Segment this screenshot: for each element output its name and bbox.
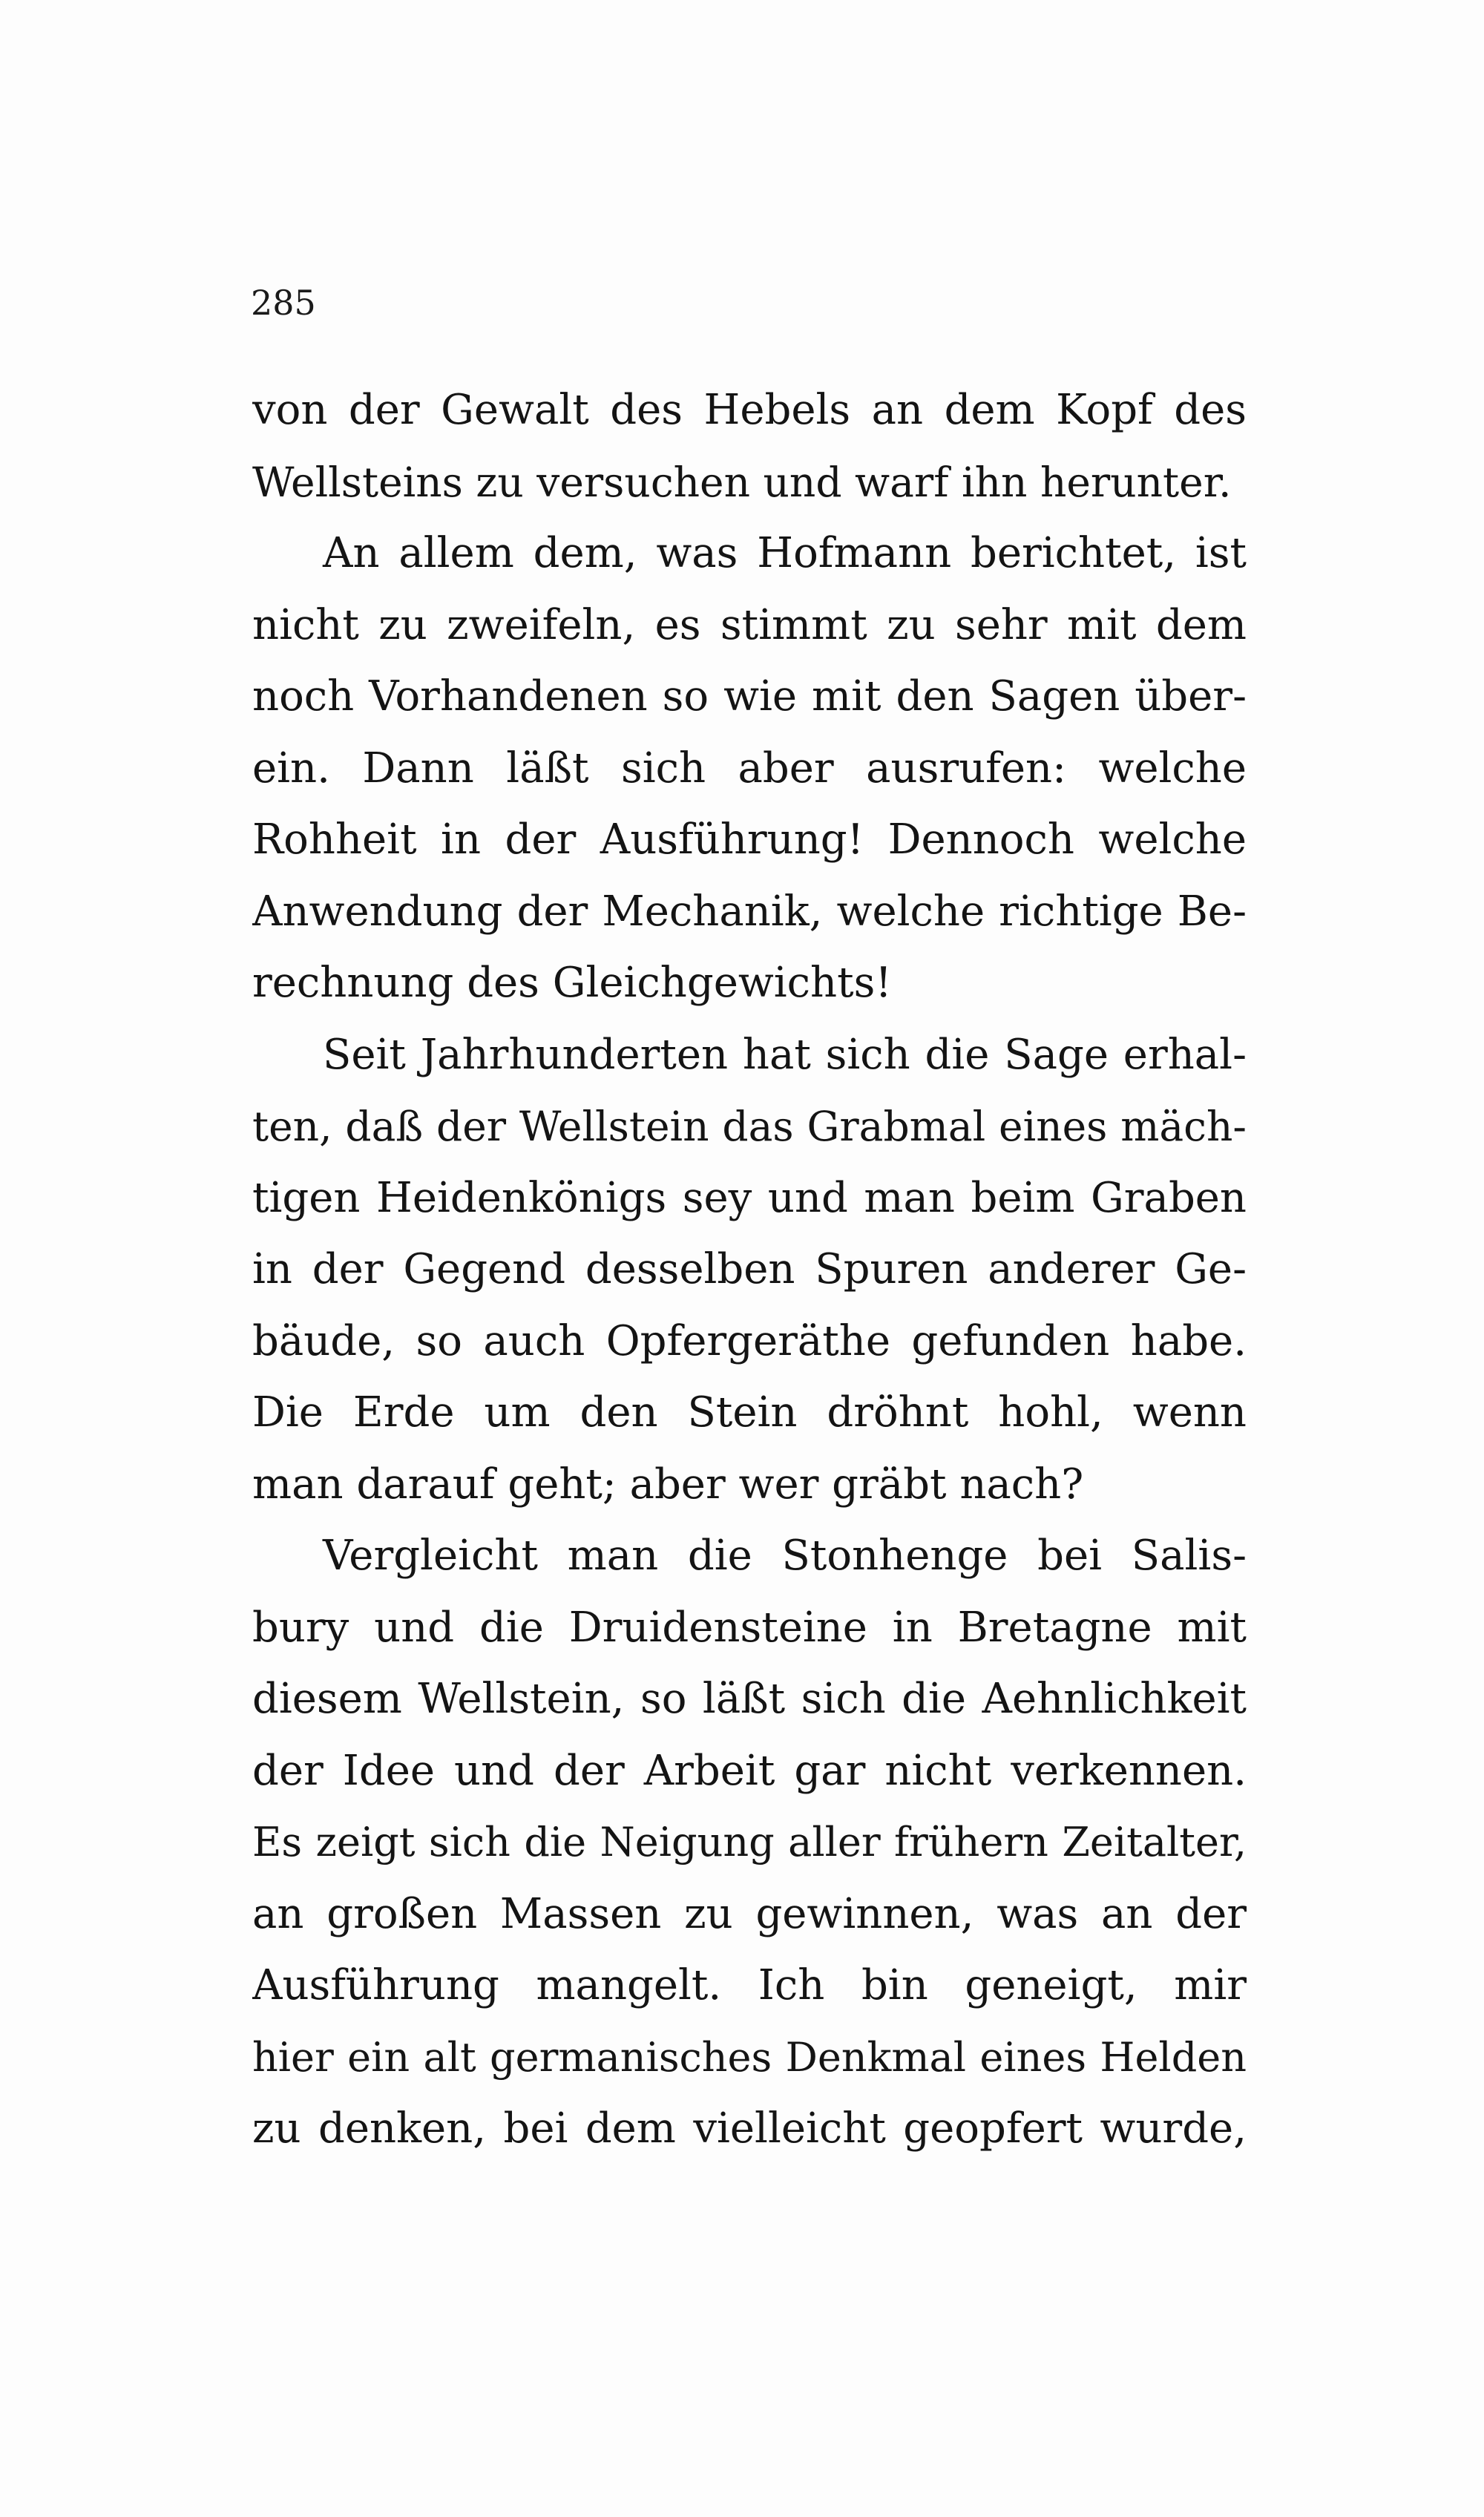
text-line: An allem dem, was Hofmann berichtet, ist: [323, 529, 1247, 577]
text-line: in der Gegend desselben Spuren anderer Ge-: [252, 1245, 1247, 1293]
text-line: man darauf geht; aber wer gräbt nach?: [252, 1460, 1084, 1509]
text-line: ten, daß der Wellstein das Grabmal eines mäch-: [252, 1103, 1247, 1150]
text-line: bäude, so auch Opfergeräthe gefunden habe.: [252, 1316, 1247, 1365]
page-number: 285: [251, 283, 316, 323]
text-line: Anwendung der Mechanik, welche richtige Be-: [252, 887, 1247, 936]
text-line: diesem Wellstein, so läßt sich die Aehnlichkeit: [252, 1675, 1247, 1723]
text-line: hier ein alt germanisches Denkmal eines Helden: [252, 2033, 1247, 2081]
text-line: Es zeigt sich die Neigung aller frühern Zeitalter,: [252, 1819, 1247, 1865]
text-line: von der Gewalt des Hebels an dem Kopf des: [252, 386, 1247, 434]
text-line: tigen Heidenkönigs sey und man beim Graben: [252, 1173, 1247, 1222]
text-line: rechnung des Gleichgewichts!: [252, 959, 892, 1007]
text-line: Seit Jahrhunderten hat sich die Sage erhal-: [323, 1030, 1247, 1079]
text-line: der Idee und der Arbeit gar nicht verkennen.: [252, 1746, 1247, 1795]
text-line: ein. Dann läßt sich aber ausrufen: welche: [252, 744, 1247, 792]
text-line: Ausführung mangelt. Ich bin geneigt, mir: [252, 1961, 1247, 2009]
text-line: Wellsteins zu versuchen und warf ihn herunter.: [252, 458, 1232, 506]
text-line: an großen Massen zu gewinnen, was an der: [252, 1889, 1247, 1938]
body-text: [252, 375, 1247, 2165]
text-line: bury und die Druidensteine in Bretagne mit: [252, 1603, 1247, 1652]
text-line: Rohheit in der Ausführung! Dennoch welche: [252, 816, 1247, 864]
text-line: nicht zu zweifeln, es stimmt zu sehr mit dem: [252, 600, 1247, 649]
text-line: Die Erde um den Stein dröhnt hohl, wenn: [252, 1388, 1247, 1437]
text-line: Vergleicht man die Stonhenge bei Salis-: [323, 1532, 1247, 1580]
text-line: noch Vorhandenen so wie mit den Sagen über-: [252, 672, 1247, 721]
text-line: zu denken, bei dem vielleicht geopfert wurde,: [252, 2104, 1247, 2153]
